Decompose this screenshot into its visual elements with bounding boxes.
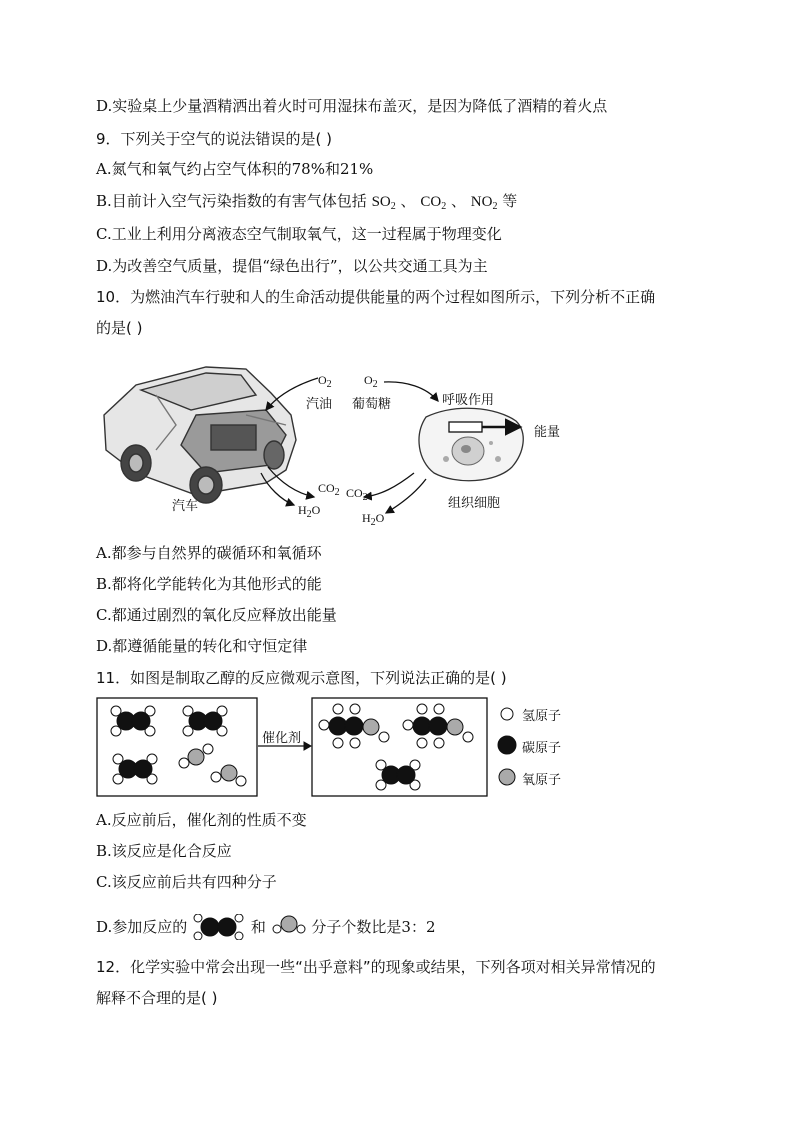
q9-option-c: C.工业上利用分离液态空气制取氧气，这一过程属于物理变化 <box>96 225 502 243</box>
option-d-and: 和 <box>250 918 266 936</box>
q10-figure <box>96 355 576 530</box>
label-catalyst: 催化剂 <box>262 731 302 746</box>
legend-hydrogen-symbol <box>501 708 513 720</box>
label-h2o-cell: $H_2O$ <box>362 511 385 528</box>
q9-option-b-text: B.目前计入空气污染指数的有害气体包括 <box>96 192 367 210</box>
ethylene-molecule-leftover <box>376 760 420 790</box>
arrow-cell-to-co2 <box>364 473 414 497</box>
q9-option-b <box>96 191 517 217</box>
q10-stem-line2: 的是( ) <box>96 319 143 337</box>
ethylene-molecule <box>183 706 227 736</box>
q12-stem-line2: 解释不合理的是( ) <box>96 989 218 1007</box>
water-molecule-icon <box>271 914 307 940</box>
ethylene-molecule <box>113 754 157 784</box>
legend-hydrogen: 氢原子 <box>522 709 562 724</box>
formula-no2: $NO_2$ <box>470 194 498 212</box>
label-energy: 能量 <box>534 425 561 440</box>
ethylene-molecule-icon <box>192 914 246 940</box>
separator: 、 <box>400 192 416 210</box>
q12-stem-line1: 12．化学实验中常会出现一些“出乎意料”的现象或结果，下列各项对相关异常情况的 <box>96 958 656 976</box>
option-d-text: D.参加反应的 <box>96 918 188 936</box>
q10-option-a: A.都参与自然界的碳循环和氧循环 <box>96 544 322 562</box>
q11-option-d <box>96 914 436 940</box>
water-molecule <box>179 744 213 768</box>
arrow-o2-glucose-to-cell <box>384 382 438 401</box>
q10-option-c: C.都通过剧烈的氧化反应释放出能量 <box>96 606 337 624</box>
legend-carbon: 碳原子 <box>522 741 562 756</box>
label-co2-car: $CO_2$ <box>318 481 340 498</box>
label-glucose: 葡萄糖 <box>352 397 392 412</box>
label-o2-car: $O_2$ <box>318 373 332 390</box>
label-tissue-cell: 组织细胞 <box>448 496 501 511</box>
ethanol-molecule <box>403 704 473 748</box>
q11-stem: 11．如图是制取乙醇的反应微观示意图，下列说法正确的是( ) <box>96 669 507 687</box>
q9-stem: 9．下列关于空气的说法错误的是( ) <box>96 130 333 148</box>
q8-option-d: D.实验桌上少量酒精洒出着火时可用湿抹布盖灭，是因为降低了酒精的着火点 <box>96 97 608 115</box>
q11-figure <box>96 697 576 799</box>
q10-option-d: D.都遵循能量的转化和守恒定律 <box>96 637 308 655</box>
label-car: 汽车 <box>172 499 199 514</box>
arrow-cell-to-h2o <box>386 479 426 513</box>
label-gasoline: 汽油 <box>306 397 333 412</box>
q10-option-b: B.都将化学能转化为其他形式的能 <box>96 575 322 593</box>
label-o2-cell: $O_2$ <box>364 373 378 390</box>
q11-diagram <box>96 697 576 799</box>
legend-oxygen-symbol <box>499 769 515 785</box>
label-co2-cell: $CO_2$ <box>346 486 368 503</box>
label-respiration: 呼吸作用 <box>442 393 495 408</box>
q9-option-d: D.为改善空气质量，提倡“绿色出行”，以公共交通工具为主 <box>96 257 488 275</box>
separator: 、 <box>450 192 466 210</box>
q11-option-a: A.反应前后，催化剂的性质不变 <box>96 811 307 829</box>
water-molecule <box>211 765 246 786</box>
ethanol-molecule <box>319 704 389 748</box>
ethylene-molecule <box>111 706 155 736</box>
mitochondrion-box <box>449 422 482 432</box>
q9-option-a: A.氮气和氧气约占空气体积的78%和21% <box>96 160 374 178</box>
legend-carbon-symbol <box>498 736 516 754</box>
q10-diagram <box>96 355 576 530</box>
formula-co2: $CO_2$ <box>420 194 447 212</box>
q11-option-b: B.该反应是化合反应 <box>96 842 232 860</box>
option-b-tail: 等 <box>502 192 518 210</box>
legend-oxygen: 氧原子 <box>522 773 562 788</box>
q10-stem-line1: 10．为燃油汽车行驶和人的生命活动提供能量的两个过程如图所示，下列分析不正确 <box>96 288 656 306</box>
q11-option-c: C.该反应前后共有四种分子 <box>96 873 277 891</box>
formula-so2: $SO_2$ <box>371 194 396 212</box>
option-d-ratio: 分子个数比是3：2 <box>311 918 436 936</box>
label-h2o-car: $H_2O$ <box>298 503 321 520</box>
